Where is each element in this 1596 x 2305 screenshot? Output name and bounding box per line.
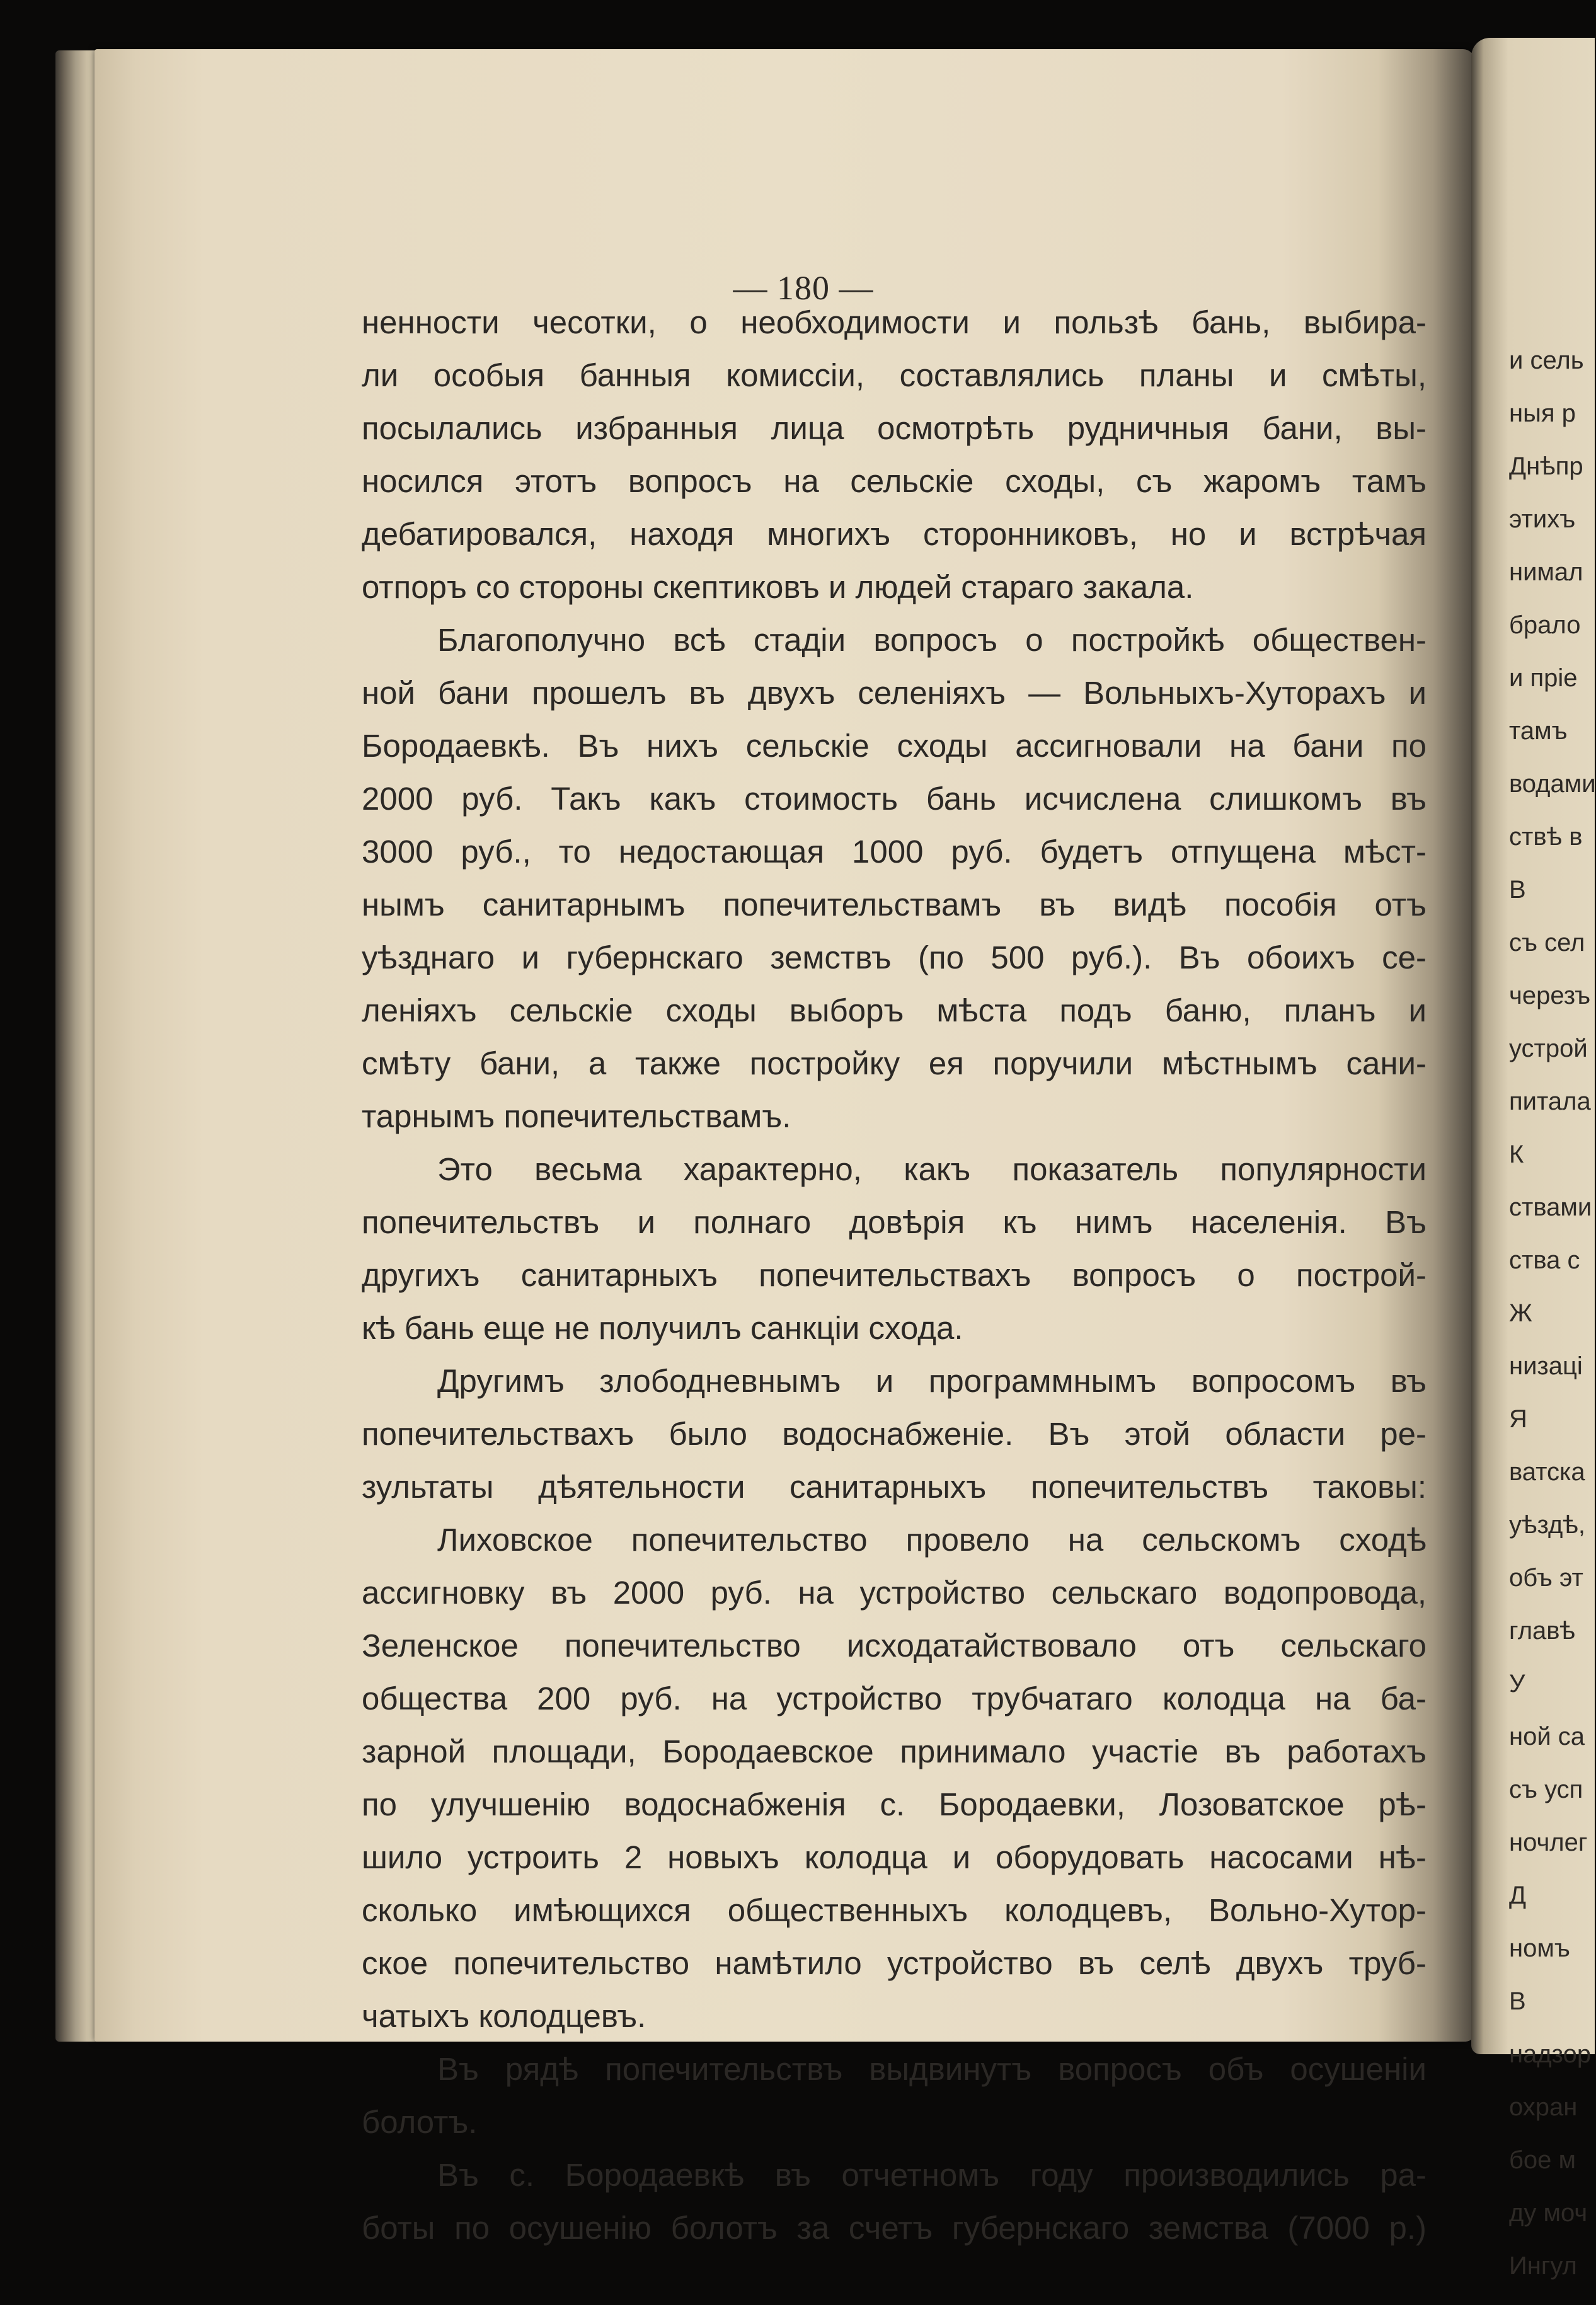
text-line: чатыхъ колодцевъ.	[362, 1998, 646, 2034]
text-line: Бородаевкѣ. Въ нихъ сельскіе сходы ассигновали на бани по	[362, 728, 1427, 764]
next-page-line: питала	[1509, 1088, 1591, 1115]
text-line: другихъ санитарныхъ попечительствахъ вопросъ о построй-	[362, 1257, 1427, 1293]
text-line: Другимъ злободневнымъ и программнымъ вопросомъ въ	[437, 1363, 1427, 1399]
next-page-line: тамъ	[1509, 717, 1568, 745]
text-line: 3000 руб., то недостающая 1000 руб. будетъ отпущена мѣст-	[362, 834, 1427, 870]
next-page-line: номъ	[1509, 1934, 1570, 1962]
text-line: шило устроить 2 новыхъ колодца и оборудовать насосами нѣ-	[362, 1839, 1427, 1875]
next-page-line: ночлег	[1509, 1829, 1588, 1856]
next-page-line: устрой	[1509, 1035, 1588, 1062]
text-line: Въ с. Бородаевкѣ въ отчетномъ году производились ра-	[437, 2157, 1427, 2193]
text-line: уѣзднаго и губернскаго земствъ (по 500 руб.). Въ обоихъ се-	[362, 940, 1427, 975]
next-page-line: и сель	[1509, 347, 1584, 374]
next-page-line: В	[1509, 1987, 1526, 2015]
next-page-line: К	[1509, 1141, 1524, 1168]
next-page-line: Днѣпр	[1509, 452, 1583, 480]
next-page-line: низаці	[1509, 1352, 1583, 1380]
text-line: 2000 руб. Такъ какъ стоимость бань исчислена слишкомъ въ	[362, 781, 1427, 817]
next-page-line: надзор	[1509, 2040, 1592, 2068]
text-line: смѣту бани, а также постройку ея поручили мѣстнымъ сани-	[362, 1045, 1427, 1081]
text-line: ассигновку въ 2000 руб. на устройство сельскаго водопровода,	[362, 1575, 1427, 1611]
text-line: кѣ бань еще не получилъ санкціи схода.	[362, 1310, 963, 1346]
next-page-line: ныя р	[1509, 399, 1576, 427]
text-line: попечительствахъ было водоснабженіе. Въ этой области ре-	[362, 1416, 1427, 1452]
next-page-line: и пріе	[1509, 664, 1578, 692]
next-page-line: Ж	[1509, 1299, 1532, 1327]
text-line: зультаты дѣятельности санитарныхъ попечительствъ таковы:	[362, 1469, 1427, 1505]
next-page-line: съ усп	[1509, 1776, 1583, 1803]
next-page-line: черезъ	[1509, 982, 1591, 1009]
next-page-line: съ сел	[1509, 929, 1585, 957]
text-line: попечительствъ и полнаго довѣрія къ нимъ населенія. Въ	[362, 1204, 1427, 1240]
text-line: отпоръ со стороны скептиковъ и людей стараго закала.	[362, 569, 1194, 605]
text-line: тарнымъ попечительствамъ.	[362, 1098, 791, 1134]
next-page-line: охран	[1509, 2093, 1578, 2121]
next-page-line: брало	[1509, 611, 1581, 639]
text-line: по улучшенію водоснабженія с. Бородаевки, Лозоватское рѣ-	[362, 1786, 1427, 1822]
text-line: ной бани прошелъ въ двухъ селеніяхъ — Вольныхъ-Хуторахъ и	[362, 675, 1427, 711]
next-page-line: У	[1509, 1670, 1525, 1698]
text-line: Въ рядѣ попечительствъ выдвинутъ вопросъ объ осушеніи	[437, 2051, 1427, 2087]
text-line: Благополучно всѣ стадіи вопросъ о постройкѣ обществен-	[437, 622, 1427, 658]
text-line: болотъ.	[362, 2104, 478, 2140]
text-line: Лиховское попечительство провело на сельскомъ сходѣ	[437, 1522, 1427, 1558]
next-page-line: Д	[1509, 1882, 1527, 1909]
body-text	[362, 296, 1427, 2255]
next-page-line: В	[1509, 876, 1526, 904]
text-line: общества 200 руб. на устройство трубчатаго колодца на ба-	[362, 1681, 1427, 1716]
text-line: леніяхъ сельскіе сходы выборъ мѣста подъ баню, планъ и	[362, 992, 1427, 1028]
next-page	[1471, 38, 1596, 2280]
next-page-line: уѣздѣ,	[1509, 1511, 1585, 1539]
text-line: носился этотъ вопросъ на сельскіе сходы, съ жаромъ тамъ	[362, 463, 1427, 499]
next-page-line: ствами	[1509, 1193, 1592, 1221]
text-line: посылались избранныя лица осмотрѣть рудничныя бани, вы-	[362, 410, 1427, 446]
text-line: ское попечительство намѣтило устройство въ селѣ двухъ труб-	[362, 1945, 1427, 1981]
next-page-line: Я	[1509, 1405, 1527, 1433]
page-number: — 180 —	[733, 269, 874, 307]
text-line: сколько имѣющихся общественныхъ колодцевъ, Вольно-Хутор-	[362, 1892, 1427, 1928]
next-page-line: ствѣ в	[1509, 823, 1583, 851]
next-page-line: бое м	[1509, 2146, 1576, 2174]
next-page-line: водами	[1509, 770, 1596, 798]
text-line: Это весьма характерно, какъ показатель популярности	[437, 1151, 1427, 1187]
next-page-line: главѣ	[1509, 1617, 1576, 1645]
text-line: дебатировался, находя многихъ сторонниковъ, но и встрѣчая	[362, 516, 1427, 552]
next-page-line: ной са	[1509, 1723, 1585, 1750]
text-line: ли особыя банныя комиссіи, составлялись планы и смѣты,	[362, 357, 1427, 393]
next-page-line: ватска	[1509, 1458, 1585, 1486]
text-line: боты по осушенію болотъ за счетъ губернскаго земства (7000 р.)	[362, 2210, 1427, 2246]
next-page-line: нимал	[1509, 558, 1583, 586]
next-page-line: ду моч	[1509, 2199, 1588, 2227]
text-line: Зеленское попечительство исходатайствовало отъ сельскаго	[362, 1628, 1427, 1664]
next-page-line: этихъ	[1509, 505, 1576, 533]
text-line: ненности чесотки, о необходимости и пользѣ бань, выбира-	[362, 304, 1427, 340]
page-stack-edge	[55, 50, 100, 2042]
next-page-line: Ингул	[1509, 2252, 1577, 2280]
text-line: нымъ санитарнымъ попечительствамъ въ видѣ пособія отъ	[362, 887, 1427, 923]
text-line: зарной площади, Бородаевское принимало участіе въ работахъ	[362, 1733, 1427, 1769]
next-page-line: ства с	[1509, 1246, 1580, 1274]
next-page-line: объ эт	[1509, 1564, 1583, 1592]
next-page-text	[1509, 334, 1596, 2292]
